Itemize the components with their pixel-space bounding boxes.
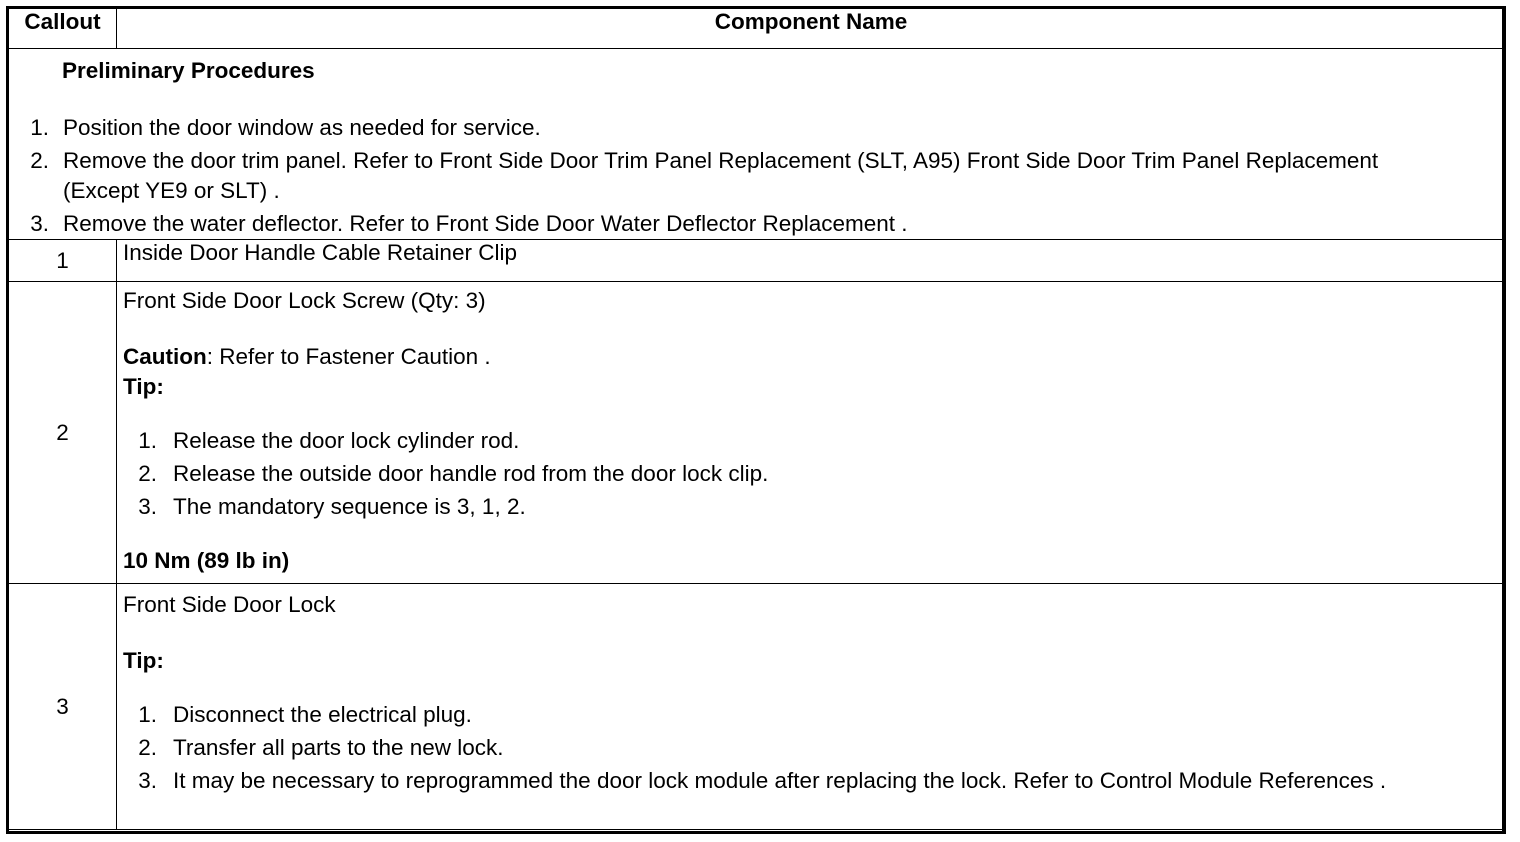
caution-line [123,344,491,370]
tip-item [133,766,1453,796]
tip-text: Release the door lock cylinder rod. [173,428,520,453]
component-name: Front Side Door Lock [123,592,336,617]
preliminary-step [25,209,1445,239]
caution-label: Caution [123,344,207,369]
tip-number: 3. [138,768,157,793]
callout-number: 2 [9,282,117,584]
step-number: 3. [30,211,49,236]
torque-spec: 10 Nm (89 lb in) [123,548,290,573]
preliminary-cell [9,49,1506,240]
tip-text: Transfer all parts to the new lock. [173,735,504,760]
tip-text: It may be necessary to reprogrammed the door lock module after replacing the lock. Refer to Control Module References . [173,768,1387,793]
table-header-row [9,9,1506,49]
preliminary-title: Preliminary Procedures [62,58,315,83]
preliminary-steps [25,113,1445,242]
tip-item [133,733,1453,763]
caution-text: : Refer to Fastener Caution . [206,344,491,369]
step-text: Remove the water deflector. Refer to Front Side Door Water Deflector Replacement . [63,211,908,236]
component-cell [117,584,1506,830]
callout-number: 1 [9,240,117,282]
step-number: 2. [30,148,49,173]
tip-item [133,459,1453,489]
step-number: 1. [30,115,49,140]
tip-list [133,426,1453,525]
callout-table [8,8,1506,830]
tip-text: The mandatory sequence is 3, 1, 2. [173,494,526,519]
tip-number: 2. [138,461,157,486]
preliminary-step [25,113,1445,143]
component-name-header: Component Name [117,9,1506,49]
table-row [9,282,1506,584]
tip-number: 1. [138,702,157,727]
tip-item [133,426,1453,456]
tip-label: Tip: [123,374,164,399]
tip-number: 1. [138,428,157,453]
preliminary-row [9,49,1506,240]
component-name: Front Side Door Lock Screw (Qty: 3) [123,288,486,313]
tip-item [133,492,1453,522]
table-row [9,584,1506,830]
component-cell [117,282,1506,584]
tip-list [133,700,1453,799]
tip-label: Tip: [123,648,164,673]
callout-header: Callout [9,9,117,49]
tip-number: 2. [138,735,157,760]
callout-number: 3 [9,584,117,830]
preliminary-step [25,146,1445,206]
component-name: Inside Door Handle Cable Retainer Clip [117,240,1506,282]
tip-text: Release the outside door handle rod from the door lock clip. [173,461,769,486]
table-row [9,240,1506,282]
step-text: Remove the door trim panel. Refer to Front Side Door Trim Panel Replacement (SLT, A95) Front Side Door Trim Panel Replacement (Except YE9 or SLT) . [63,148,1379,203]
step-text: Position the door window as needed for service. [63,115,541,140]
tip-item [133,700,1453,730]
tip-text: Disconnect the electrical plug. [173,702,472,727]
tip-number: 3. [138,494,157,519]
